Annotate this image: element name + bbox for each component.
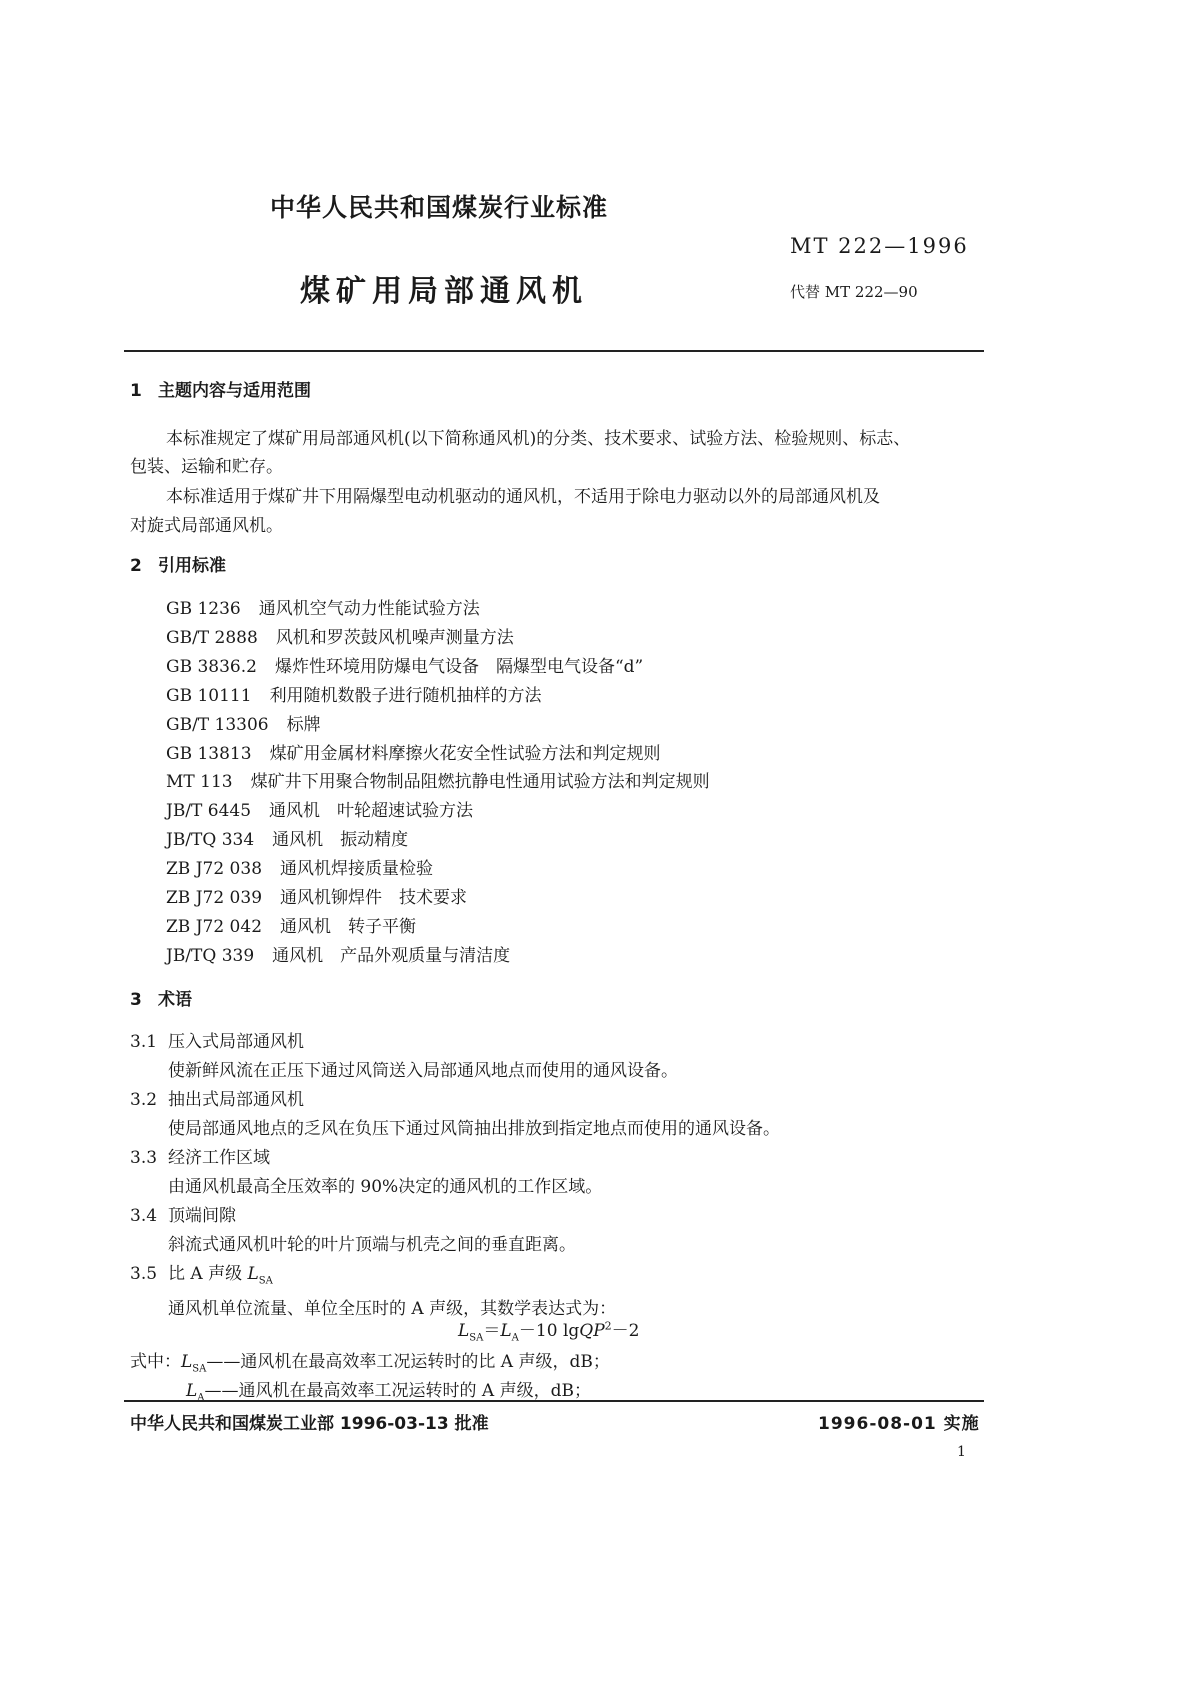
term-item	[130, 1144, 780, 1173]
reference-code: GB/T 13306	[166, 714, 269, 735]
reference-code: ZB J72 038	[166, 859, 263, 880]
term-number: 3.1	[130, 1032, 158, 1052]
term-item	[130, 1202, 780, 1231]
industry-title: 中华人民共和国煤炭行业标准	[270, 193, 609, 222]
reference-item	[166, 624, 710, 653]
term-name: 压入式局部通风机	[168, 1032, 304, 1052]
reference-item	[166, 682, 710, 711]
where-subscript: SA	[192, 1363, 207, 1375]
formula-log: －10 lg	[518, 1321, 580, 1341]
reference-title: 通风机 产品外观质量与清洁度	[272, 945, 511, 966]
reference-item	[166, 653, 710, 682]
reference-title: 煤矿用金属材料摩擦火花安全性试验方法和判定规则	[269, 743, 661, 764]
term-item	[130, 1086, 780, 1115]
reference-code: JB/T 6445	[166, 801, 252, 822]
reference-title: 利用随机数骰子进行随机抽样的方法	[269, 685, 542, 706]
section-2-title: 引用标准	[158, 556, 226, 576]
reference-title: 通风机 叶轮超速试验方法	[269, 801, 474, 822]
reference-item	[166, 826, 710, 855]
section-1-heading	[130, 376, 311, 401]
page-number: 1	[957, 1444, 966, 1460]
reference-code: JB/TQ 334	[166, 830, 255, 851]
reference-title: 通风机铆焊件 技术要求	[280, 888, 468, 909]
footer-rule	[124, 1400, 984, 1402]
section-2-number: 2	[130, 556, 142, 576]
reference-code: ZB J72 042	[166, 916, 263, 937]
reference-item	[166, 913, 710, 942]
reference-code: MT 113	[166, 772, 233, 793]
formula-constant: －2	[611, 1321, 640, 1341]
term-definition: 由通风机最高全压效率的 90%决定的通风机的工作区域。	[168, 1177, 603, 1197]
formula-rhs-sub: A	[511, 1332, 519, 1344]
effective-date: 1996-08-01 实施	[818, 1414, 980, 1434]
reference-title: 通风机 振动精度	[272, 830, 409, 851]
term-definition: 使局部通风地点的乏风在负压下通过风筒抽出排放到指定地点而使用的通风设备。	[168, 1119, 780, 1139]
term-number: 3.3	[130, 1148, 158, 1168]
where-label: 式中：	[130, 1352, 181, 1372]
term-number: 3.2	[130, 1090, 158, 1110]
approval-line: 中华人民共和国煤炭工业部 1996-03-13 批准	[130, 1414, 489, 1434]
reference-item	[166, 768, 710, 797]
term-name: 顶端间隙	[168, 1206, 236, 1226]
reference-item	[166, 797, 710, 826]
reference-title: 通风机空气动力性能试验方法	[258, 599, 480, 619]
term-number: 3.4	[130, 1206, 158, 1226]
term-number: 3.5	[130, 1264, 158, 1284]
reference-code: GB/T 2888	[166, 627, 258, 648]
reference-code: GB 1236	[166, 599, 241, 619]
term-definition: 使新鲜风流在正压下通过风筒送入局部通风地点而使用的通风设备。	[168, 1061, 678, 1081]
reference-code: JB/TQ 339	[166, 945, 255, 966]
formula-equals: ＝	[483, 1321, 501, 1341]
standard-number: MT 222—1996	[790, 234, 969, 258]
section-1-para1-line2: 包装、运输和贮存。	[130, 457, 283, 477]
term-definition: 通风机单位流量、单位全压时的 A 声级，其数学表达式为：	[168, 1299, 617, 1320]
reference-code: GB 10111	[166, 685, 252, 706]
section-1-para1-line1: 本标准规定了煤矿用局部通风机(以下简称通风机)的分类、技术要求、试验方法、检验规则、标志、	[166, 429, 911, 449]
replaces-standard: 代替 MT 222—90	[790, 283, 918, 301]
where-symbol: L	[186, 1381, 198, 1401]
reference-title: 爆炸性环境用防爆电气设备 隔爆型电气设备“d”	[274, 656, 644, 677]
formula-rhs-l: L	[500, 1321, 512, 1341]
term-name: 比 A 声级	[168, 1264, 248, 1284]
section-3-title: 术语	[158, 990, 192, 1010]
formula-exponent: 2	[604, 1319, 612, 1333]
where-subscript: A	[197, 1392, 205, 1404]
reference-item	[166, 711, 710, 740]
formula	[458, 1316, 639, 1343]
where-description: ——通风机在最高效率工况运转时的 A 声级，dB；	[204, 1381, 591, 1401]
reference-list	[166, 595, 710, 971]
term-definition: 斜流式通风机叶轮的叶片顶端与机壳之间的垂直距离。	[168, 1235, 576, 1255]
formula-qp: QP	[579, 1321, 605, 1341]
section-2-heading	[130, 551, 226, 576]
reference-code: ZB J72 039	[166, 888, 263, 909]
where-line-1	[130, 1347, 610, 1374]
term-list	[130, 1028, 780, 1324]
reference-code: GB 13813	[166, 743, 252, 764]
reference-item	[166, 595, 710, 624]
section-1-para2-line1: 本标准适用于煤矿井下用隔爆型电动机驱动的通风机，不适用于除电力驱动以外的局部通风机及	[166, 487, 880, 507]
reference-title: 风机和罗茨鼓风机噪声测量方法	[275, 627, 514, 648]
reference-title: 通风机 转子平衡	[280, 916, 417, 937]
reference-title: 通风机焊接质量检验	[280, 859, 434, 880]
term-name: 经济工作区域	[168, 1148, 270, 1168]
section-3-heading	[130, 985, 192, 1010]
section-1-para2-line2: 对旋式局部通风机。	[130, 516, 283, 536]
reference-title: 煤矿井下用聚合物制品阻燃抗静电性通用试验方法和判定规则	[250, 772, 710, 793]
formula-lhs-sub: SA	[469, 1332, 484, 1344]
reference-code: GB 3836.2	[166, 656, 257, 677]
section-1-title: 主题内容与适用范围	[158, 381, 311, 401]
reference-item	[166, 740, 710, 769]
term-item	[130, 1260, 780, 1295]
where-symbol: L	[181, 1352, 193, 1372]
document-title: 煤矿用局部通风机	[300, 274, 588, 309]
where-description: ——通风机在最高效率工况运转时的比 A 声级，dB；	[206, 1352, 610, 1372]
reference-title: 标牌	[286, 714, 321, 735]
formula-lhs: L	[458, 1321, 470, 1341]
symbol-subscript: SA	[258, 1275, 273, 1287]
header-rule	[124, 350, 984, 352]
section-3-number: 3	[130, 990, 142, 1010]
term-item	[130, 1028, 780, 1057]
symbol-l: L	[247, 1264, 259, 1284]
reference-item	[166, 942, 710, 971]
section-1-number: 1	[130, 381, 142, 401]
reference-item	[166, 855, 710, 884]
term-name: 抽出式局部通风机	[168, 1090, 304, 1110]
reference-item	[166, 884, 710, 913]
